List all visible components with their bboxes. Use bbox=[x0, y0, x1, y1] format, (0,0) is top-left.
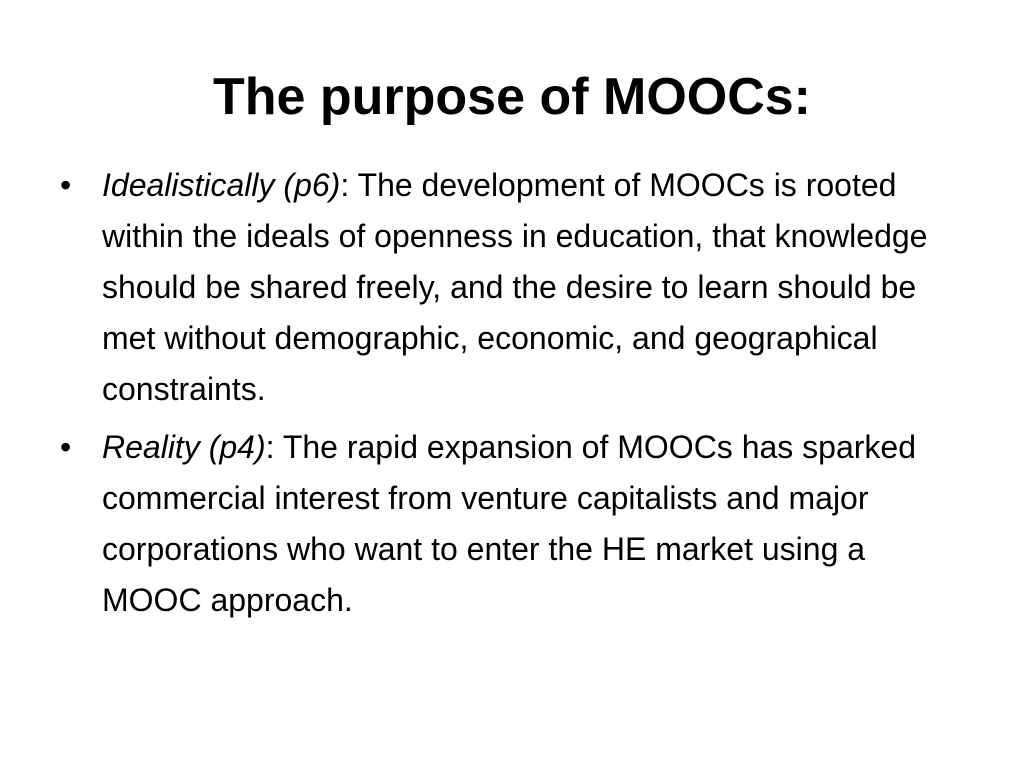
bullet-text: The rapid expansion of MOOCs has sparked commercial interest from venture capitalists and major corporations who want to enter the HE market using a MOOC approach. bbox=[102, 429, 917, 618]
bullet-separator: : bbox=[265, 429, 283, 465]
bullet-item-idealistically bbox=[60, 160, 960, 415]
bullet-item-reality bbox=[60, 422, 960, 626]
bullet-term: Reality (p4) bbox=[102, 429, 266, 465]
bullet-marker: • bbox=[60, 167, 72, 203]
bullet-separator: : bbox=[340, 167, 358, 203]
bullet-marker: • bbox=[60, 429, 72, 465]
bullet-text: The development of MOOCs is rooted within the ideals of openness in education, that knowledge should be shared freely, and the desire to learn should be met without demographic, economic, and geographical constraints. bbox=[102, 167, 928, 407]
bullet-list bbox=[60, 160, 960, 633]
bullet-term: Idealistically (p6) bbox=[102, 167, 341, 203]
slide-title: The purpose of MOOCs: bbox=[213, 68, 811, 126]
